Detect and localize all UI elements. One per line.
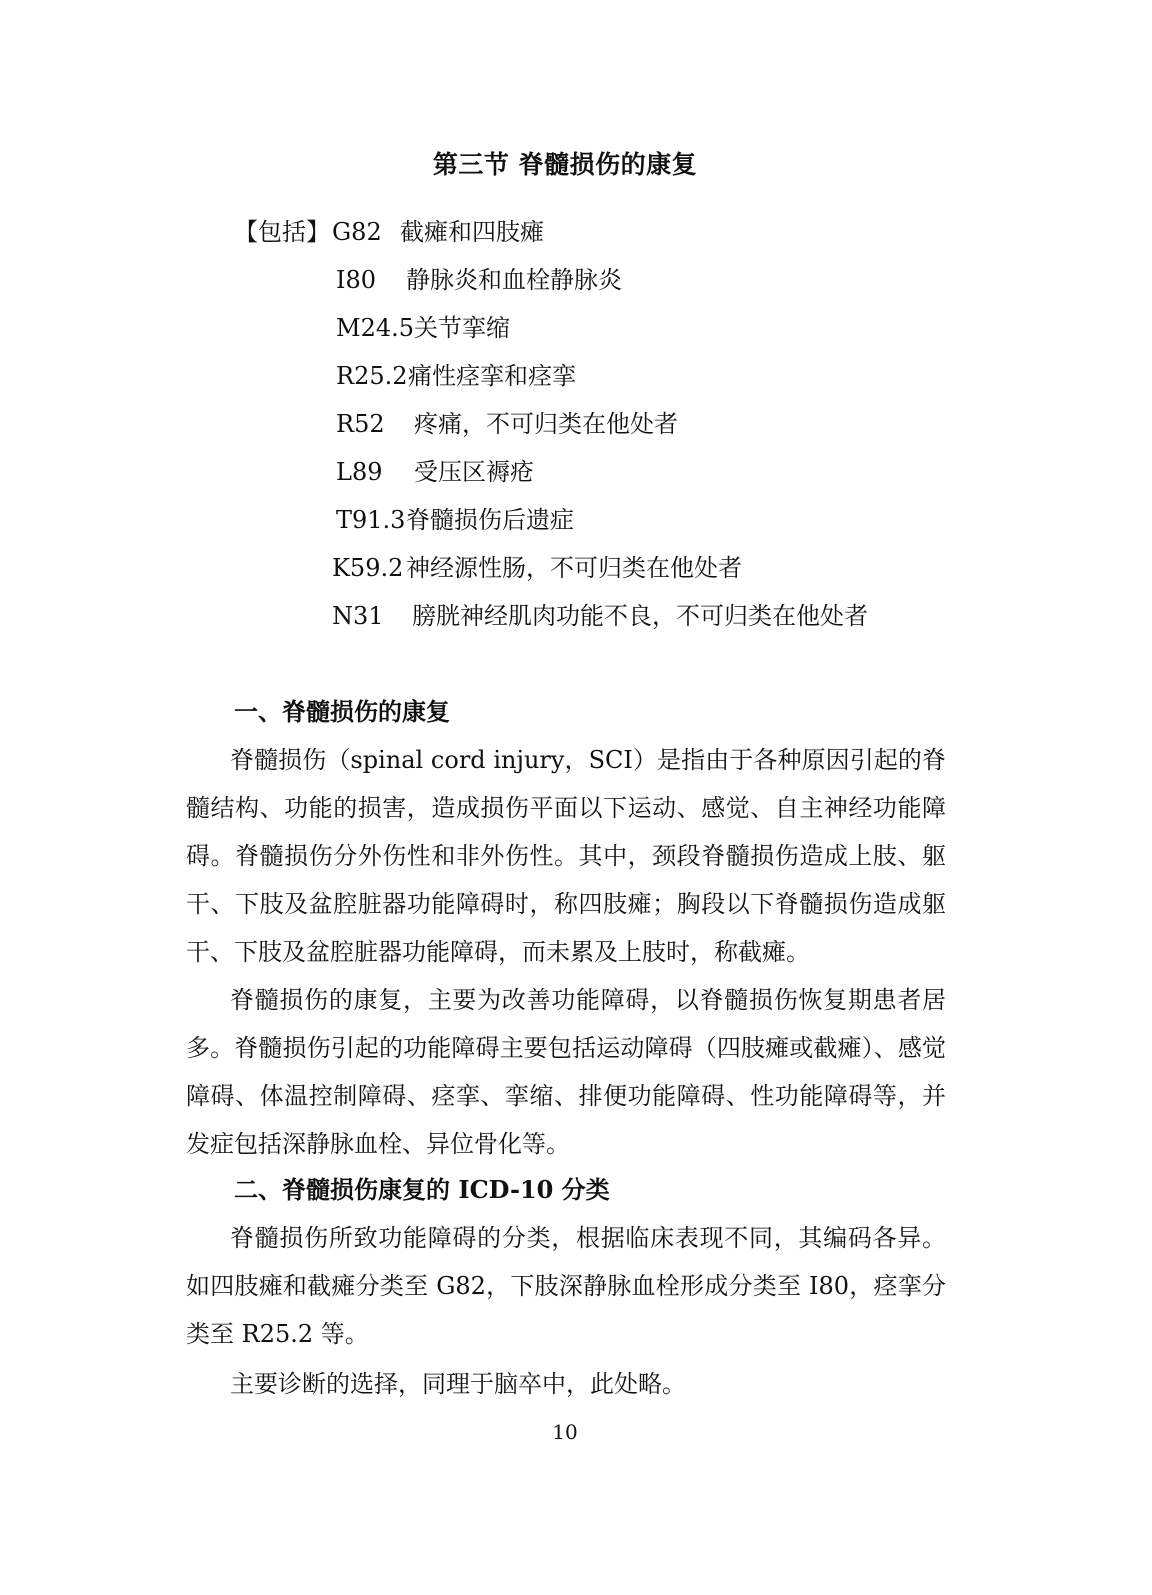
icd-description: 静脉炎和血栓静脉炎 bbox=[406, 266, 622, 294]
icd-description: 疼痛，不可归类在他处者 bbox=[414, 410, 678, 438]
icd-description: 脊髓损伤后遗症 bbox=[406, 506, 574, 534]
icd-code: R52 bbox=[336, 410, 385, 438]
page-number: 10 bbox=[552, 1420, 578, 1444]
page-title: 第三节 脊髓损伤的康复 bbox=[432, 150, 698, 179]
icd-description: 受压区褥疮 bbox=[414, 458, 534, 486]
paragraph: 脊髓损伤所致功能障碍的分类，根据临床表现不同，其编码各异。如四肢瘫和截瘫分类至 G82，下肢深静脉血栓形成分类至 I80，痉挛分类至 R25.2 等。 bbox=[186, 1224, 946, 1348]
paragraph: 脊髓损伤（spinal cord injury，SCI）是指由于各种原因引起的脊髓结构、功能的损害，造成损伤平面以下运动、感觉、自主神经功能障碍。脊髓损伤分外伤性和非外伤性。其中，颈段脊髓损伤造成上肢、躯干、下肢及盆腔脏器功能障碍时，称四肢瘫；胸段以下脊髓损伤造成躯干、下肢及盆腔脏器功能障碍，而未累及上肢时，称截瘫。 bbox=[186, 746, 946, 966]
icd-code: R25.2 bbox=[336, 362, 408, 390]
paragraph: 脊髓损伤的康复，主要为改善功能障碍，以脊髓损伤恢复期患者居多。脊髓损伤引起的功能障碍主要包括运动障碍（四肢瘫或截瘫）、感觉障碍、体温控制障碍、痉挛、挛缩、排便功能障碍、性功能障碍等，并发症包括深静脉血栓、异位骨化等。 bbox=[186, 986, 946, 1158]
icd-code: G82 bbox=[332, 218, 382, 246]
icd-description: 关节挛缩 bbox=[414, 314, 510, 342]
includes-label: 【包括】 bbox=[234, 218, 330, 246]
section-heading: 一、脊髓损伤的康复 bbox=[234, 697, 450, 726]
icd-description: 痛性痉挛和痉挛 bbox=[408, 362, 576, 390]
icd-description: 膀胱神经肌肉功能不良，不可归类在他处者 bbox=[412, 602, 868, 630]
paragraph: 主要诊断的选择，同理于脑卒中，此处略。 bbox=[230, 1370, 686, 1398]
icd-description: 截瘫和四肢瘫 bbox=[400, 218, 544, 246]
icd-description: 神经源性肠，不可归类在他处者 bbox=[406, 554, 742, 582]
icd-code: K59.2 bbox=[332, 554, 404, 582]
section-heading: 二、脊髓损伤康复的 ICD-10 分类 bbox=[234, 1175, 610, 1204]
icd-code: M24.5 bbox=[336, 314, 415, 342]
icd-code: I80 bbox=[336, 266, 377, 294]
icd-code: T91.3 bbox=[336, 506, 406, 534]
icd-code: L89 bbox=[336, 458, 383, 486]
icd-code: N31 bbox=[332, 602, 384, 630]
